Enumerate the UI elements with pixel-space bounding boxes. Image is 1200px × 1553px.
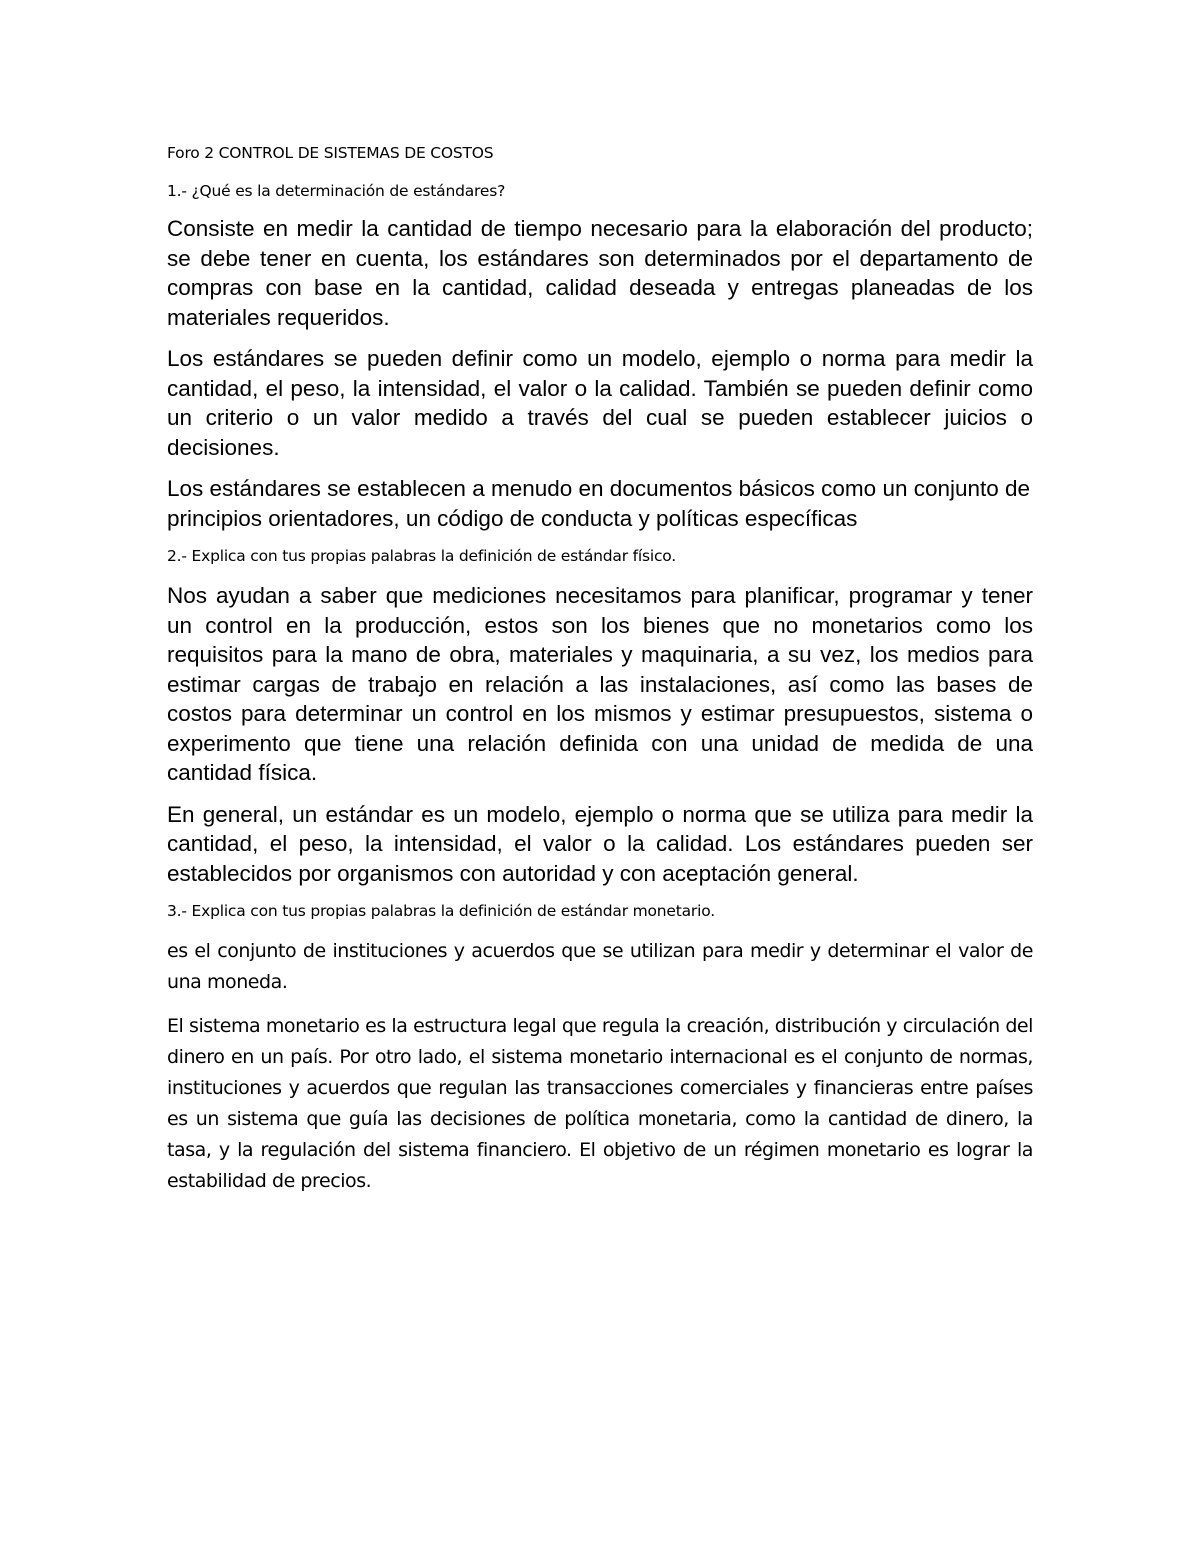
answer-1-paragraph-2: Los estándares se pueden definir como un modelo, ejemplo o norma para medir la cantidad, el peso, la intensidad, el valor o la calidad. También se pueden definir como un criterio o un valor medido a través del cual se pueden establecer juicios o decisiones. [167, 346, 1033, 460]
document-title: Foro 2 CONTROL DE SISTEMAS DE COSTOS [167, 144, 494, 162]
question-2: 2.- Explica con tus propias palabras la definición de estándar físico. [167, 547, 677, 565]
answer-1-paragraph-3: Los estándares se establecen a menudo en documentos básicos como un conjunto de principios orientadores, un código de conducta y políticas específicas [167, 476, 1031, 531]
question-3: 3.- Explica con tus propias palabras la definición de estándar monetario. [167, 902, 715, 920]
answer-2-paragraph-2: En general, un estándar es un modelo, ejemplo o norma que se utiliza para medir la cantidad, el peso, la intensidad, el valor o la calidad. Los estándares pueden ser establecidos por organismos con autoridad y con aceptación general. [167, 801, 1033, 886]
question-1: 1.- ¿Qué es la determinación de estándares? [167, 182, 506, 200]
answer-3-paragraph-2: El sistema monetario es la estructura legal que regula la creación, distribución y circulación del dinero en un país. Por otro lado, el sistema monetario internacional es el conjunto de normas, instituciones y acuerdos que regulan las transacciones comerciales y financieras entre países es un sistema que guía las decisiones de política monetaria, como la cantidad de dinero, la tasa, y la regulación del sistema financiero. El objetivo de un régimen monetario es lograr la estabilidad de precios. [167, 1015, 1033, 1192]
answer-3-paragraph-1: es el conjunto de instituciones y acuerdos que se utilizan para medir y determinar el valor de una moneda. [167, 940, 1033, 993]
document-body [167, 142, 1033, 1210]
answer-2-paragraph-1: Nos ayudan a saber que mediciones necesitamos para planificar, programar y tener un control en la producción, estos son los bienes que no monetarios como los requisitos para la mano de obra, materiales y maquinaria, a su vez, los medios para estimar cargas de trabajo en relación a las instalaciones, así como las bases de costos para determinar un control en los mismos y estimar presupuestos, sistema o experimento que tiene una relación definida con una unidad de medida de una cantidad física. [167, 583, 1033, 785]
answer-1-paragraph-1: Consiste en medir la cantidad de tiempo necesario para la elaboración del producto; se debe tener en cuenta, los estándares son determinados por el departamento de compras con base en la cantidad, calidad deseada y entregas planeadas de los materiales requeridos. [167, 216, 1033, 330]
